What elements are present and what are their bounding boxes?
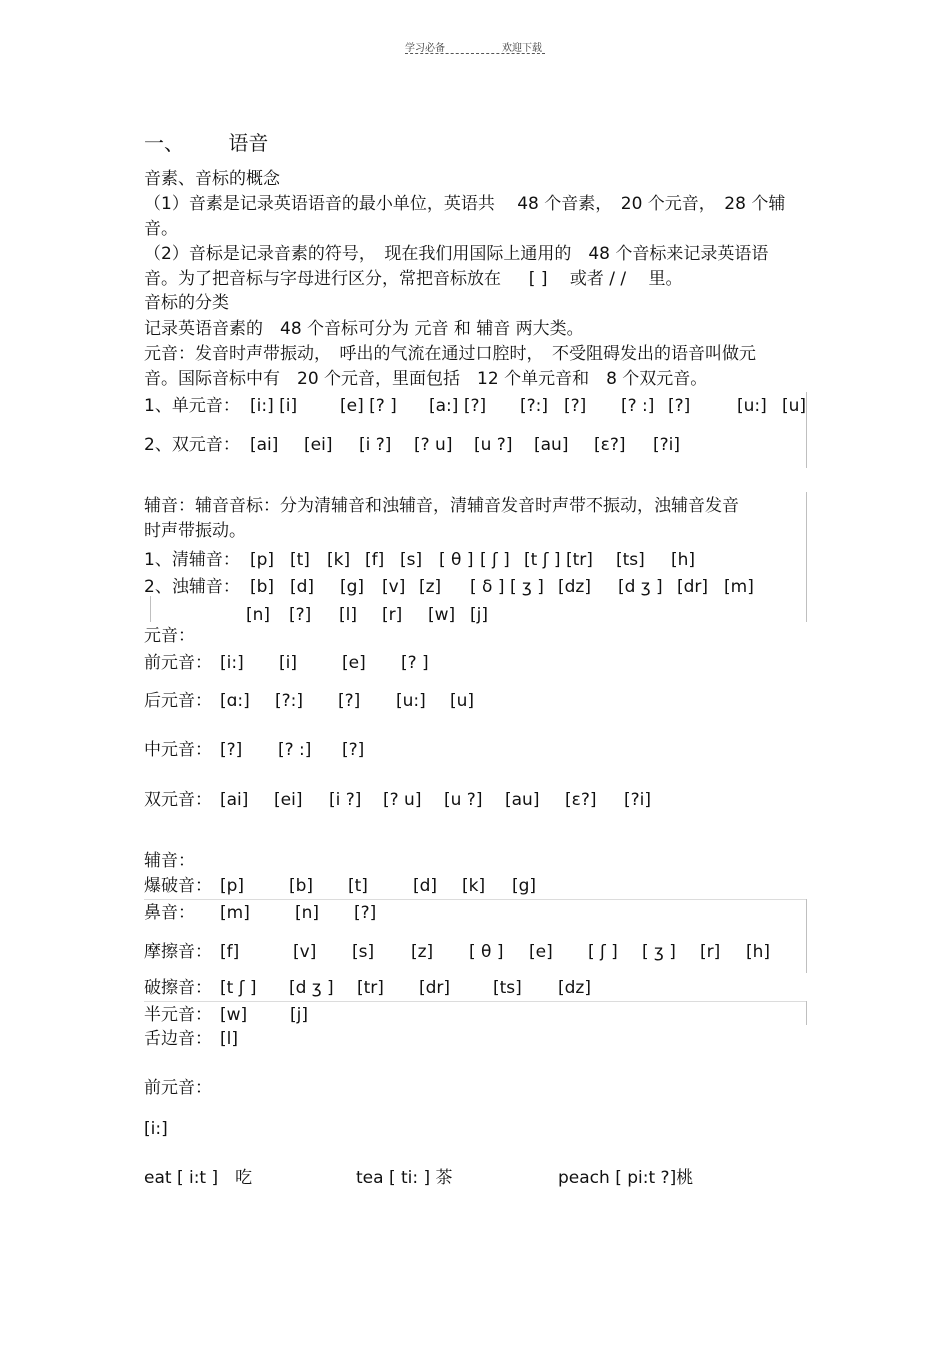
consonant-intro-line-1: 辅音：辅音音标：分为清辅音和浊辅音，清辅音发音时声带不振动，浊辅音发音 — [144, 496, 739, 516]
phoneme: [g] — [512, 876, 537, 896]
central-vowel-label: 中元音： — [144, 740, 212, 760]
phoneme: [i ?] — [329, 790, 362, 810]
header-left-text: 学习必备 — [405, 43, 445, 54]
phoneme: [?] — [564, 396, 587, 416]
phoneme: [n] — [246, 605, 271, 625]
phoneme: [u ?] — [444, 790, 483, 810]
phoneme: [e] — [529, 942, 553, 962]
intro-line-5: 音。为了把音标与字母进行区分，常把音标放在 [ ] 或者 / / 里。 — [144, 269, 683, 289]
phoneme: [ ʒ ] — [642, 942, 676, 962]
consonant-intro-line-2: 时声带振动。 — [144, 521, 246, 541]
phoneme: [tr] — [357, 978, 384, 998]
table-border — [144, 899, 806, 900]
phoneme: [h] — [746, 942, 771, 962]
phoneme: [dr] — [419, 978, 451, 998]
voiced-label: 2、浊辅音： — [144, 577, 240, 597]
example-word: peach [ pi:t ?]桃 — [558, 1168, 694, 1188]
phoneme: [r] — [382, 605, 403, 625]
header-right-text: 欢迎下载 — [502, 43, 542, 54]
phoneme: [t] — [290, 550, 310, 570]
phoneme: [ai] — [250, 435, 279, 455]
phoneme: [dz] — [558, 978, 591, 998]
phoneme: [? ] — [401, 653, 429, 673]
phoneme: [ei] — [274, 790, 303, 810]
phoneme: [r] — [700, 942, 721, 962]
phoneme: [au] — [505, 790, 540, 810]
section-title — [144, 130, 268, 156]
phoneme: [ ʒ ] — [510, 577, 544, 597]
phoneme: [s] — [352, 942, 375, 962]
phoneme: [m] — [220, 903, 250, 923]
phoneme: [ts] — [493, 978, 522, 998]
phoneme: [?] — [668, 396, 691, 416]
phoneme: [ai] — [220, 790, 249, 810]
phoneme: [?] — [289, 605, 312, 625]
phoneme: [? :] — [278, 740, 312, 760]
table-border — [806, 392, 807, 468]
lateral-label: 舌边音： — [144, 1029, 212, 1049]
intro-line-3: 音。 — [144, 219, 178, 239]
phoneme: [d] — [290, 577, 315, 597]
diphthong-class-label: 双元音： — [144, 790, 212, 810]
phoneme: [i:] — [220, 653, 244, 673]
phoneme: [e] [? ] — [340, 396, 397, 416]
phoneme: [l] — [220, 1029, 238, 1049]
phoneme: [k] — [327, 550, 351, 570]
front-vowel-label: 前元音： — [144, 653, 212, 673]
phoneme: [d ʒ ] — [289, 978, 334, 998]
phoneme: [ δ ] — [470, 577, 505, 597]
phoneme: [b] — [250, 577, 275, 597]
phoneme: [n] — [295, 903, 320, 923]
phoneme: [j] — [290, 1005, 308, 1025]
table-border — [150, 596, 151, 622]
intro-line-1: 音素、音标的概念 — [144, 169, 280, 189]
diphthong-label: 2、双元音： — [144, 435, 240, 455]
phoneme: [f] — [365, 550, 385, 570]
intro-line-7: 记录英语音素的 48 个音标可分为 元音 和 辅音 两大类。 — [144, 319, 584, 339]
phoneme: [e] — [342, 653, 366, 673]
affricate-label: 破擦音： — [144, 978, 212, 998]
table-border — [144, 1001, 806, 1002]
example-word: eat [ i:t ] 吃 — [144, 1168, 253, 1188]
phoneme: [d] — [413, 876, 438, 896]
phoneme: [p] — [250, 550, 275, 570]
phoneme: [t] — [348, 876, 368, 896]
consonant-class-heading: 辅音： — [144, 851, 195, 871]
phoneme: [f] — [220, 942, 240, 962]
phoneme: [? u] — [383, 790, 422, 810]
phoneme: [z] — [411, 942, 434, 962]
vowel-class-heading: 元音： — [144, 626, 195, 646]
intro-line-2: （1）音素是记录英语语音的最小单位，英语共 48 个音素， 20 个元音， 28 个辅 — [144, 194, 786, 214]
phoneme: [?] — [338, 691, 361, 711]
nasal-label: 鼻音： — [144, 903, 195, 923]
phoneme: [ɑ:] — [220, 691, 250, 711]
phoneme: [ θ ] — [439, 550, 474, 570]
phoneme: [?i] — [653, 435, 681, 455]
phoneme: [?] — [220, 740, 243, 760]
phoneme: [a:] [?] — [429, 396, 487, 416]
phoneme: [ε?] — [594, 435, 626, 455]
plosive-label: 爆破音： — [144, 876, 212, 896]
front-vowel-section-heading: 前元音： — [144, 1078, 212, 1098]
monophthong-label: 1、单元音： — [144, 396, 240, 416]
intro-line-4: （2）音标是记录音素的符号， 现在我们用国际上通用的 48 个音标来记录英语语 — [144, 244, 769, 264]
phoneme: [i] — [279, 653, 297, 673]
phoneme: [? :] — [621, 396, 655, 416]
example-word: tea [ ti: ] 茶 — [356, 1168, 453, 1188]
phoneme: [au] — [534, 435, 569, 455]
phoneme: [u:] — [396, 691, 426, 711]
phoneme: [w] — [220, 1005, 248, 1025]
phoneme: [h] — [671, 550, 696, 570]
phoneme: [ε?] — [565, 790, 597, 810]
phoneme: [i ?] — [359, 435, 392, 455]
phoneme: [w] — [428, 605, 456, 625]
phoneme: [?:] — [275, 691, 304, 711]
phoneme: [t ʃ ] — [524, 550, 561, 570]
fricative-label: 摩擦音： — [144, 942, 212, 962]
section-number: 一、 — [144, 131, 184, 155]
phoneme: [d ʒ ] — [618, 577, 663, 597]
table-border — [806, 1001, 807, 1025]
phoneme: [tr] — [566, 550, 593, 570]
document-body — [144, 0, 814, 1345]
phoneme: [j] — [470, 605, 488, 625]
intro-line-6: 音标的分类 — [144, 293, 229, 313]
section-phoneme: [i:] — [144, 1119, 168, 1139]
phoneme: [ θ ] — [469, 942, 504, 962]
phoneme: [?:] — [520, 396, 549, 416]
phoneme: [l] — [339, 605, 357, 625]
phoneme: [z] — [419, 577, 442, 597]
phoneme: [u] — [450, 691, 475, 711]
phoneme: [b] — [289, 876, 314, 896]
phoneme: [u:] — [737, 396, 767, 416]
table-border — [806, 492, 807, 622]
back-vowel-label: 后元音： — [144, 691, 212, 711]
phoneme: [u ?] — [474, 435, 513, 455]
phoneme: [dz] — [558, 577, 591, 597]
phoneme: [g] — [340, 577, 365, 597]
phoneme: [i:] [i] — [250, 396, 298, 416]
voiceless-label: 1、清辅音： — [144, 550, 240, 570]
phoneme: [ts] — [616, 550, 645, 570]
intro-line-9: 音。国际音标中有 20 个元音，里面包括 12 个单元音和 8 个双元音。 — [144, 369, 708, 389]
phoneme: [v] — [382, 577, 406, 597]
phoneme: [k] — [462, 876, 486, 896]
phoneme: [?] — [354, 903, 377, 923]
phoneme: [s] — [400, 550, 423, 570]
phoneme: [ ʃ ] — [588, 942, 618, 962]
phoneme: [?i] — [624, 790, 652, 810]
section-title-text: 语音 — [228, 131, 269, 155]
phoneme: [v] — [293, 942, 317, 962]
phoneme: [m] — [724, 577, 754, 597]
phoneme: [u] — [782, 396, 807, 416]
phoneme: [? u] — [414, 435, 453, 455]
semivowel-label: 半元音： — [144, 1005, 212, 1025]
table-border — [806, 899, 807, 973]
phoneme: [?] — [342, 740, 365, 760]
phoneme: [t ʃ ] — [220, 978, 257, 998]
phoneme: [ei] — [304, 435, 333, 455]
phoneme: [dr] — [677, 577, 709, 597]
phoneme: [ ʃ ] — [480, 550, 510, 570]
intro-line-8: 元音：发音时声带振动， 呼出的气流在通过口腔时， 不受阻碍发出的语音叫做元 — [144, 344, 756, 364]
phoneme: [p] — [220, 876, 245, 896]
